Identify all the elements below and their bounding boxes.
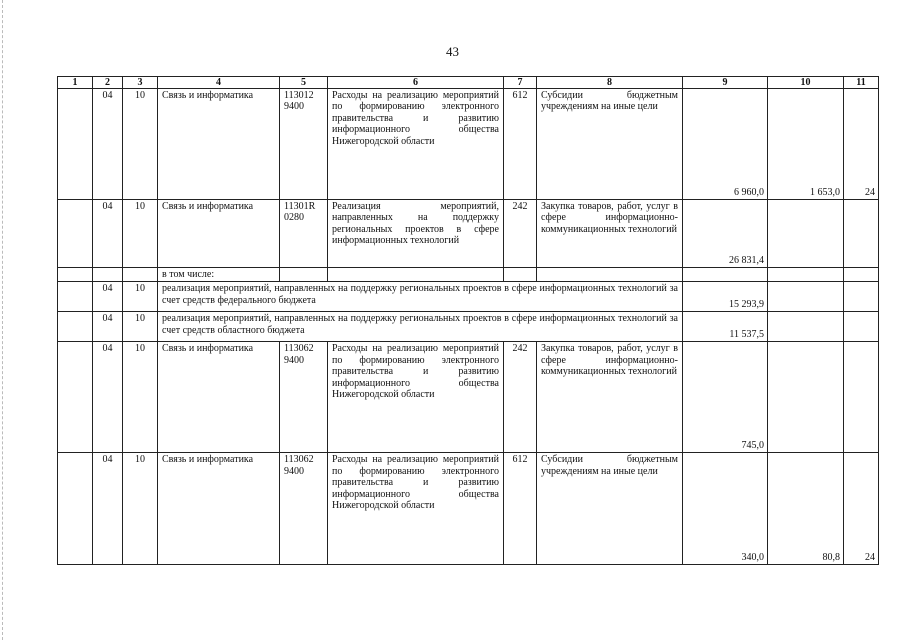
header-cell: 3 [123,77,158,89]
amount-value: 745,0 [683,342,768,453]
secondary-amount [768,200,844,268]
section-code: 04 [93,342,123,453]
header-cell: 9 [683,77,768,89]
budget-table [57,76,879,565]
section-name: Связь и информатика [158,342,280,453]
table-row [58,89,879,200]
percent-value [844,342,879,453]
section-code: 04 [93,453,123,565]
expense-type-code: 242 [504,200,537,268]
target-article-code: 11301R 0280 [280,200,328,268]
scan-edge-marks [2,0,5,640]
including-label: в том числе: [158,268,280,282]
expense-type-name: Субсидии бюджетным учреждениям на иные цели [537,453,683,565]
table-row [58,282,879,312]
percent-value: 24 [844,453,879,565]
header-cell: 2 [93,77,123,89]
subsection-code: 10 [123,282,158,312]
subsection-code: 10 [123,200,158,268]
percent-value [844,200,879,268]
expense-type-code: 612 [504,89,537,200]
amount-value: 11 537,5 [683,312,768,342]
header-cell: 11 [844,77,879,89]
expense-description: Расходы на реализацию мероприятий по формированию электронного правительства и развитию информационного общества Нижегородской области [328,89,504,200]
expense-description: Реализация мероприятий, направленных на поддержку региональных проектов в сфере информационных технологий [328,200,504,268]
percent-value: 24 [844,89,879,200]
subitem-description: реализация мероприятий, направленных на поддержку региональных проектов в сфере информационных технологий за счет средств федерального бюджета [158,282,683,312]
amount-value: 6 960,0 [683,89,768,200]
subsection-code: 10 [123,453,158,565]
section-code: 04 [93,89,123,200]
table-row [58,200,879,268]
subsection-code: 10 [123,312,158,342]
section-name: Связь и информатика [158,89,280,200]
secondary-amount [768,342,844,453]
expense-type-name: Закупка товаров, работ, услуг в сфере информационно-коммуникационных технологий [537,200,683,268]
header-cell: 7 [504,77,537,89]
table-row [58,453,879,565]
secondary-amount: 1 653,0 [768,89,844,200]
section-name: Связь и информатика [158,453,280,565]
subsection-code: 10 [123,89,158,200]
table-row [58,268,879,282]
page-number: 43 [446,44,459,59]
section-code: 04 [93,200,123,268]
table-header-row [58,77,879,89]
header-cell: 8 [537,77,683,89]
section-code: 04 [93,282,123,312]
header-cell: 4 [158,77,280,89]
subitem-description: реализация мероприятий, направленных на поддержку региональных проектов в сфере информационных технологий за счет средств областного бюджета [158,312,683,342]
expense-description: Расходы на реализацию мероприятий по формированию электронного правительства и развитию информационного общества Нижегородской области [328,342,504,453]
table-row [58,342,879,453]
amount-value: 15 293,9 [683,282,768,312]
secondary-amount: 80,8 [768,453,844,565]
expense-description: Расходы на реализацию мероприятий по формированию электронного правительства и развитию информационного общества Нижегородской области [328,453,504,565]
amount-value: 26 831,4 [683,200,768,268]
header-cell: 1 [58,77,93,89]
expense-type-name: Закупка товаров, работ, услуг в сфере информационно-коммуникационных технологий [537,342,683,453]
expense-type-code: 242 [504,342,537,453]
section-code: 04 [93,312,123,342]
subsection-code: 10 [123,342,158,453]
header-cell: 6 [328,77,504,89]
table-row [58,312,879,342]
amount-value: 340,0 [683,453,768,565]
target-article-code: 113062 9400 [280,453,328,565]
header-cell: 10 [768,77,844,89]
target-article-code: 113012 9400 [280,89,328,200]
expense-type-name: Субсидии бюджетным учреждениям на иные цели [537,89,683,200]
expense-type-code: 612 [504,453,537,565]
target-article-code: 113062 9400 [280,342,328,453]
header-cell: 5 [280,77,328,89]
section-name: Связь и информатика [158,200,280,268]
